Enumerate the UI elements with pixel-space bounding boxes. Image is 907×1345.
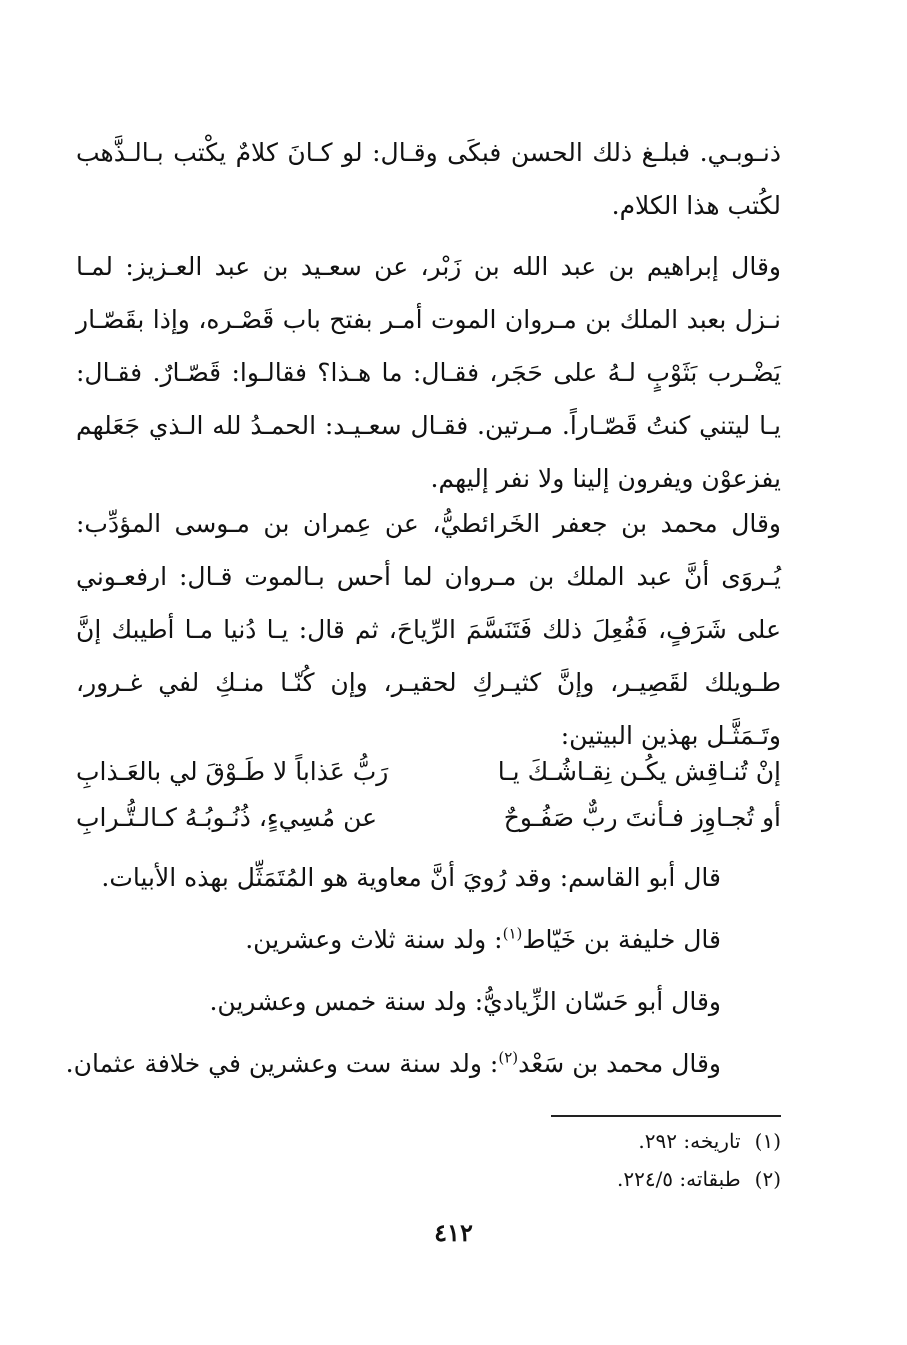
footnote-reference: (١) <box>502 924 523 943</box>
footnote-divider <box>551 1115 781 1117</box>
footnote-text: تاريخه: ٢٩٢. <box>638 1129 741 1153</box>
verse-line-2 <box>76 796 781 840</box>
line-text: : ولد سنة ثلاث وعشرين. <box>245 925 503 954</box>
paragraph-2 <box>76 240 781 505</box>
footnote-number: (١) <box>754 1129 781 1153</box>
page-number: ٤١٢ <box>434 1218 473 1247</box>
footnote-1 <box>638 1126 781 1156</box>
text-line-khalifa <box>76 920 721 960</box>
verse-first-hemistich: إنْ تُنـاقِش يكُـن نِقـاشُـكَ يـا <box>497 757 781 786</box>
footnote-number: (٢) <box>754 1167 781 1191</box>
footnote-reference: (٢) <box>498 1048 519 1067</box>
line-text: : ولد سنة ست وعشرين في خلافة عثمان. <box>65 1049 499 1078</box>
footnote-2 <box>617 1164 781 1194</box>
paragraph-text: وقال محمد بن جعفر الخَرائطيُّ، عن عِمران بن مـوسى المؤدِّب: يُـروَى أنَّ عبد الملك بن مـروان لما أحس بـالموت قـال: ارفعـوني على شَرَفٍ، فَفُعِلَ ذلك فَتَنَسَّمَ الرِّياحَ، ثم قال: يـا دُنيا مـا أطيبك إنَّ طـويلك لقَصِيـر، وإنَّ كثيـركِ لحقيـر، وإن كُنّـا منـكِ لفي غـرور، وتَـمَثَّـل بهذين البيتين: <box>76 509 781 750</box>
verse-first-hemistich: أو تُجـاوِز فـأنتَ ربٌّ صَفُـوحٌ <box>503 803 781 832</box>
text-line-abu-alqasim: قال أبو القاسم: وقد رُويَ أنَّ معاوية هو المُتَمَثِّل بهذه الأبيات. <box>101 863 721 892</box>
verse-line-1 <box>76 750 781 794</box>
paragraph-3 <box>76 497 781 762</box>
line-text: قال خليفة بن خَيّاط <box>522 925 721 954</box>
line-text: وقال محمد بن سَعْد <box>518 1049 721 1078</box>
text-line-ibn-saad <box>65 1044 721 1084</box>
text-line-ziyadi: وقال أبو حَسّان الزِّياديُّ: ولد سنة خمس وعشرين. <box>209 987 721 1016</box>
footnote-text: طبقاته: ٢٢٤/٥. <box>616 1167 741 1191</box>
verse-second-hemistich: رَبُّ عَذاباً لا طَـوْقَ لي بالعَـذابِ <box>76 757 389 786</box>
paragraph-text: ذنـوبـي. فبلـغ ذلك الحسن فبكَى وقـال: لو كـانَ كلامٌ يكْتب بـالـذَّهب لكُتب هذا الكلام. <box>76 138 781 220</box>
paragraph-1 <box>76 126 781 232</box>
verse-second-hemistich: عن مُسِيءٍ، ذُنُـوبُـهُ كـالـتُّـرابِ <box>76 803 378 832</box>
paragraph-text: وقال إبراهيم بن عبد الله بن زَبْر، عن سعـيد بن عبد العـزيز: لمـا نـزل بعبد الملك بن مـروان الموت أمـر بفتح باب قَصْـره، وإذا بقَصّـار يَضْـرب بَثَوْبٍ لـهُ على حَجَر، فقـال: ما هـذا؟ فقالـوا: قَصّـارٌ. فقـال: يـا ليتني كنتُ قَصّـاراً. مـرتين. فقـال سعـيـد: الحمـدُ لله الـذي جَعَلهم يفزعوْن ويفرون إلينا ولا نفر إليهم. <box>76 252 781 493</box>
